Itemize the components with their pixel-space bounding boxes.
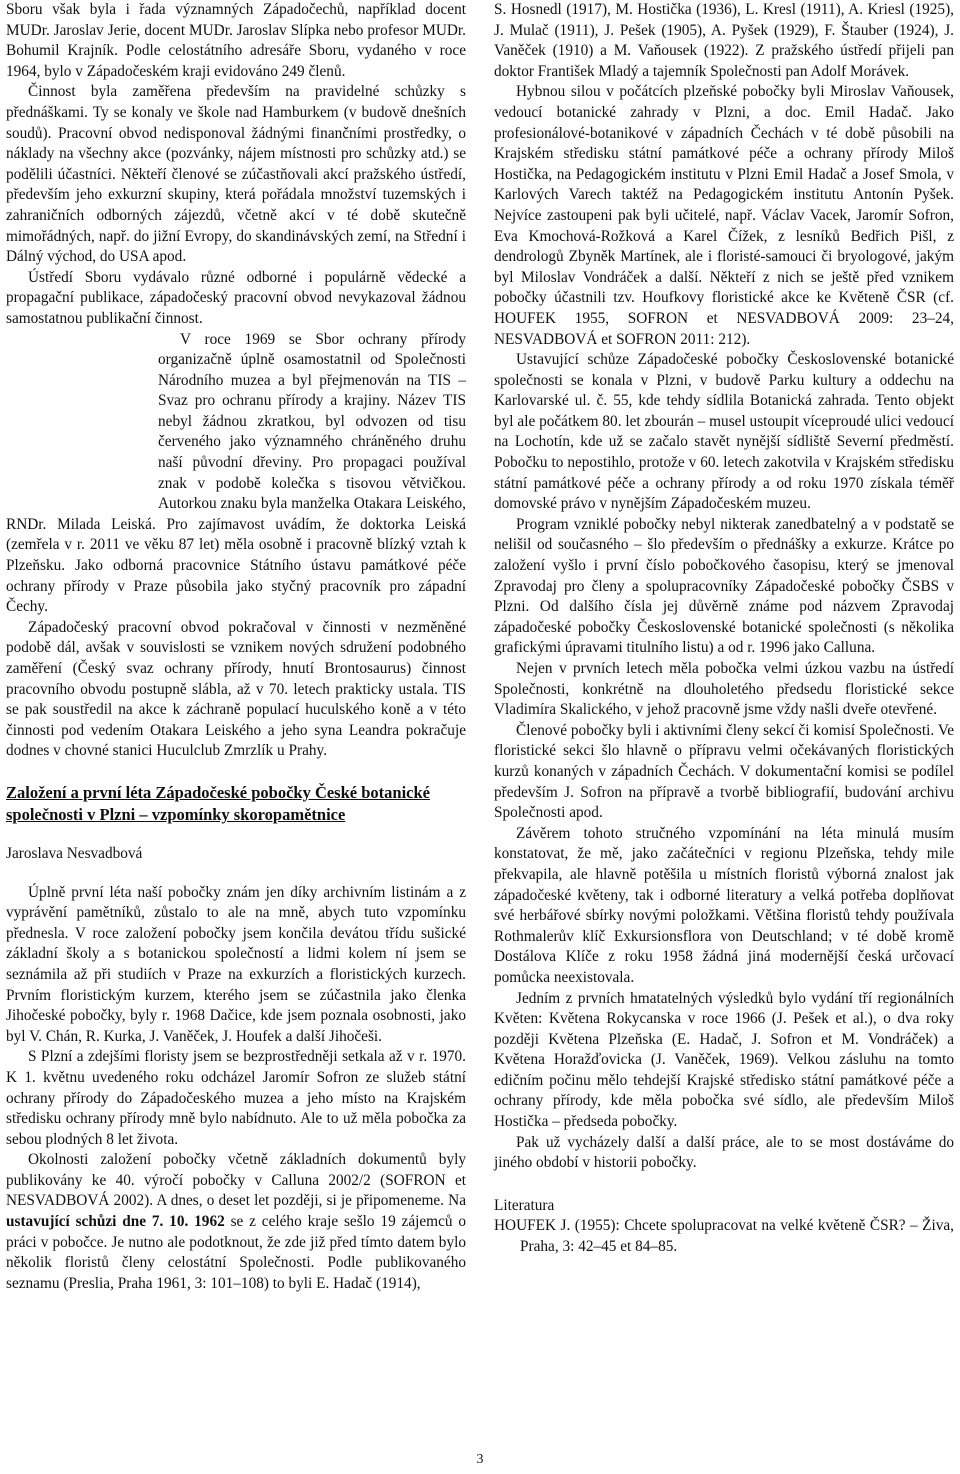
paragraph: Činnost byla zaměřena především na pravidelné schůzky s přednáškami. Ty se konaly ve škole nad Hamburkem (v budově dnešních soudů). Pracovní obvod nedisponoval žádnými finančními prostředky, o náklady na všechny akce (pozvánky, nájem místnosti pro schůzky atd.) se podělili účastníci. Někteří členové se zúčastňovali akcí pražského ústředí, především jeho exkurzní skupiny, která pořádala množství tuzemských i zahraničních odborných zájezdů, včetně akcí v té době skutečně mimořádných, např. do jižní Evropy, do skandinávských zemí, na Střední i Dálný východ, do USA apod. <box>6 83 466 266</box>
page-number: 3 <box>476 1452 484 1467</box>
literature-heading: Literatura <box>494 1196 555 1214</box>
paragraph: Závěrem tohoto stručného vzpomínání na léta minulá musím konstatovat, že mě, jako začátečníci v regionu Plzeňska, tehdy mile překvapila, ale hlavně potěšila u místních floristů výborná znalost jak západočeské květeny, tak i odborné literatury a velká potřeba doplňovat své herbářové sbírky novými položkami. Většina floristů tehdy používala Rothmalerův klíč Exkursionsflora von Deutschland; v té době kromě Dostálova Klíče z roku 1958 žádná jiná modernější česká určovací pomůcka neexistovala. <box>494 824 954 986</box>
paragraph-text: se z celého kraje sešlo 19 zájemců o práci v pobočce. Je nutno ale podotknout, že zde již před tímto datem bylo několik floristů členy celostátní Společnosti. Podle publikovaného seznamu (Preslia, Praha 1961, 3: 101–108) to byli E. Hadač (1914), <box>6 1213 467 1292</box>
right-column <box>494 0 954 1258</box>
paragraph: Nejen v prvních letech měla pobočka velmi úzkou vazbu na ústředí Společnosti, konkrétně na dlouholetého předsedu floristické sekce Vladimíra Skalického, v jehož pracovně jsme vždy našli dveře otevřené. <box>494 660 954 719</box>
section-title: Založení a první léta Západočeské pobočky České botanické společnosti v Plzni – vzpomínky skoropamětnice <box>6 782 430 824</box>
paragraph: Sboru však byla i řada významných Západočechů, například docent MUDr. Jaroslav Jerie, docent MUDr. Jaroslav Slípka nebo profesor MUDr. Bohumil Krajník. Podle celostátního adresáře Sboru, vydaného v roce 1964, bylo v Západočeském kraji evidováno 249 členů. <box>6 1 466 80</box>
bold-date: ustavující schůzi dne 7. 10. 1962 <box>6 1213 225 1231</box>
paragraph: S. Hosnedl (1917), M. Hostička (1936), L. Kresl (1911), A. Kriesl (1925), J. Mulač (1911), J. Pešek (1905), A. Pyšek (1929), F. Štauber (1924), J. Vaněček (1910) a M. Vaňousek (1922). Z pražského ústředí přijeli pan doktor František Mladý a tajemník Společnosti pan Adolf Morávek. <box>494 1 954 80</box>
author-name: Jaroslava Nesvadbová <box>6 844 143 862</box>
paragraph: V roce 1969 se Sbor ochrany přírody organizačně úplně osamostatnil od Společnosti Národního muzea a byl přejmenován na TIS – Svaz pro ochranu přírody a krajiny. Název TIS nebyl žádnou zkratkou, byl odvozen od tisu červeného jako významného chráněného druhu naší původní dřeviny. Pro propagaci používal znak v podobě kolečka s tisovou větvičkou. Autorkou znaku byla manželka Otakara Leiského, RNDr. Milada Leiská. Pro zajímavost uvádím, že doktorka Leiská (zemřela v r. 2011 ve věku 87 let) měla osobně i pracovně blízký vztah k Plzeňsku. Jako odborná pracovnice Státního ústavu památkové péče ochrany přírody v Praze působila jako styčný pracovník pro západní Čechy. <box>6 330 466 616</box>
paragraph: Pak už vycházely další a další práce, ale to se most dostáváme do jiného období v historii pobočky. <box>494 1133 954 1172</box>
left-column <box>6 0 466 1294</box>
reference-entry: HOUFEK J. (1955): Chcete spolupracovat na velké květeně ČSR? – Živa, Praha, 3: 42–45 et 84–85. <box>494 1217 954 1256</box>
paragraph: Ustavující schůze Západočeské pobočky Československé botanické společnosti se konala v Plzni, v budově Parku kultury a oddechu na Karlovarské ul. č. 55, kde tehdy sídlila Botanická zahrada. Tento objekt byl ale počátkem 80. let zbourán – musel ustoupit víceproudé ulici vedoucí na Lochotín, kde už se začalo stavět nynější sídliště Severní předměstí. Pobočku to nepostihlo, protože v 60. letech zakotvila v Krajském středisku státní památkové péče a ochrany přírody a od roku 1970 získala téměř domovské právo v nynějším Západočeském muzeu. <box>494 351 954 513</box>
paragraph: Ústředí Sboru vydávalo různé odborné i populárně vědecké a propagační publikace, západočeský pracovní obvod nevykazoval žádnou samostatnou publikační činnost. <box>6 268 466 327</box>
paragraph: Členové pobočky byli i aktivními členy sekcí či komisí Společnosti. Ve floristické sekci šlo hlavně o přípravu velmi očekávaných floristických kurzů konaných v západních Čechách. V dokumentační komisi se podílel především J. Sofron na přípravě a tvorbě bibliografií, budování archivu Společnosti apod. <box>494 721 954 822</box>
paragraph: Západočeský pracovní obvod pokračoval v činnosti v nezměněné podobě dál, avšak v souvislosti se vznikem nových sdružení podobného zaměření (Český svaz ochrany přírody, hnutí Brontosaurus) činnost pracovního obvodu postupně slábla, až v 70. letech prakticky ustala. TIS se pak soustředil na akce k záchraně populací huculského koně a v této činnosti pod vedením Otakara Leiského a jeho syna Leandra pokračuje dodnes v chovné stanici Huculclub Zmrzlík u Prahy. <box>6 618 466 760</box>
paragraph: Jedním z prvních hmatatelných výsledků bylo vydání tří regionálních Květen: Květena Rokycanska v roce 1966 (J. Pešek et al.), o dva roky později Květena Plzeňska (E. Hadač, J. Sofron et M. Vondráček) a Květena Horažďovicka (J. Vaněček, 1969). Velkou zásluhu na tomto edičním počinu mělo tehdejší Krajské středisko státní památkové péče a ochrany přírody, kde měla pobočka své sídlo, ale především Miloš Hostička – předseda pobočky. <box>494 989 954 1131</box>
paragraph: Úplně první léta naší pobočky znám jen díky archivním listinám a z vyprávění pamětníků, zůstalo to ale na mně, abych tuto vzpomínku přednesla. V roce založení pobočky jsem končila devátou třídu sušické základní školy a s botanickou společností a lidmi kolem ní jsem se seznámila až při studiích v Praze na exkurzích a floristických kurzech. Prvním floristickým kurzem, kterého jsem se zúčastnila jako členka Jihočeské pobočky, byly r. 1968 Dačice, kde jsem poznala osobnosti, jako byl V. Chán, R. Kurka, J. Vaněček, J. Houfek a další Jihočeši. <box>6 883 466 1045</box>
paragraph: S Plzní a zdejšími floristy jsem se bezprostředněji setkala až v r. 1970. K 1. květnu uvedeného roku odcházel Jaromír Sofron ze služeb státní ochrany přírody do Západočeského muzea a jeho místo na Krajském středisku ochrany přírody mně bylo nabídnuto. Ale to už měla pobočka za sebou plodných 8 let života. <box>6 1048 466 1148</box>
paragraph <box>6 1150 466 1294</box>
paragraph-text: Okolnosti založení pobočky včetně základních dokumentů byly publikovány ke 40. výročí pobočky v Calluna 2002/2 (SOFRON et NESVADBOVÁ 2002). A dnes, o deset let později, si je připomeneme. Na <box>6 1151 466 1210</box>
paragraph: Hybnou silou v počátcích plzeňské pobočky byli Miroslav Vaňousek, vedoucí botanické zahrady v Plzni, a doc. Emil Hadač. Jako profesionálové-botanikové v západních Čechách v té době působili na Krajském středisku státní památkové péče a ochrany přírody Miloš Hostička, na Pedagogickém institutu v Plzni Emil Hadač a Josef Smola, v Karlových Varech taktéž na Pedagogickém institutu Antonín Pyšek. Nejvíce zastoupeni pak byli učitelé, např. Václav Vacek, Jaromír Sofron, Eva Kmochová-Rožková a Karel Čížek, z lesníků Bedřich Pišl, z dendrologů Zbyněk Martínek, ale i floristé-samouci či bryologové, jakým byl Miloslav Vondráček a další. Někteří z nich se ještě před vznikem pobočky účastnili tzv. Houfkovy floristické akce ke Květeně ČSR (cf. HOUFEK 1955, SOFRON et NESVADBOVÁ 2009: 23–24, NESVADBOVÁ et SOFRON 2011: 212). <box>494 83 954 348</box>
paragraph: Program vzniklé pobočky nebyl nikterak zanedbatelný a v podstatě se nelišil od současného – šlo především o přednášky a exkurze. Krátce po založení vyšlo i první číslo pobočkového časopisu, který se jmenoval Zpravodaj pro členy a spolupracovníky Západočeské pobočky ČSBS v Plzni. Od dalšího čísla jej důvěrně známe pod názvem Zpravodaj západočeské pobočky Československé botanické společnosti (s několika grafickými úpravami titulního listu) a od r. 1996 jako Calluna. <box>494 515 954 657</box>
